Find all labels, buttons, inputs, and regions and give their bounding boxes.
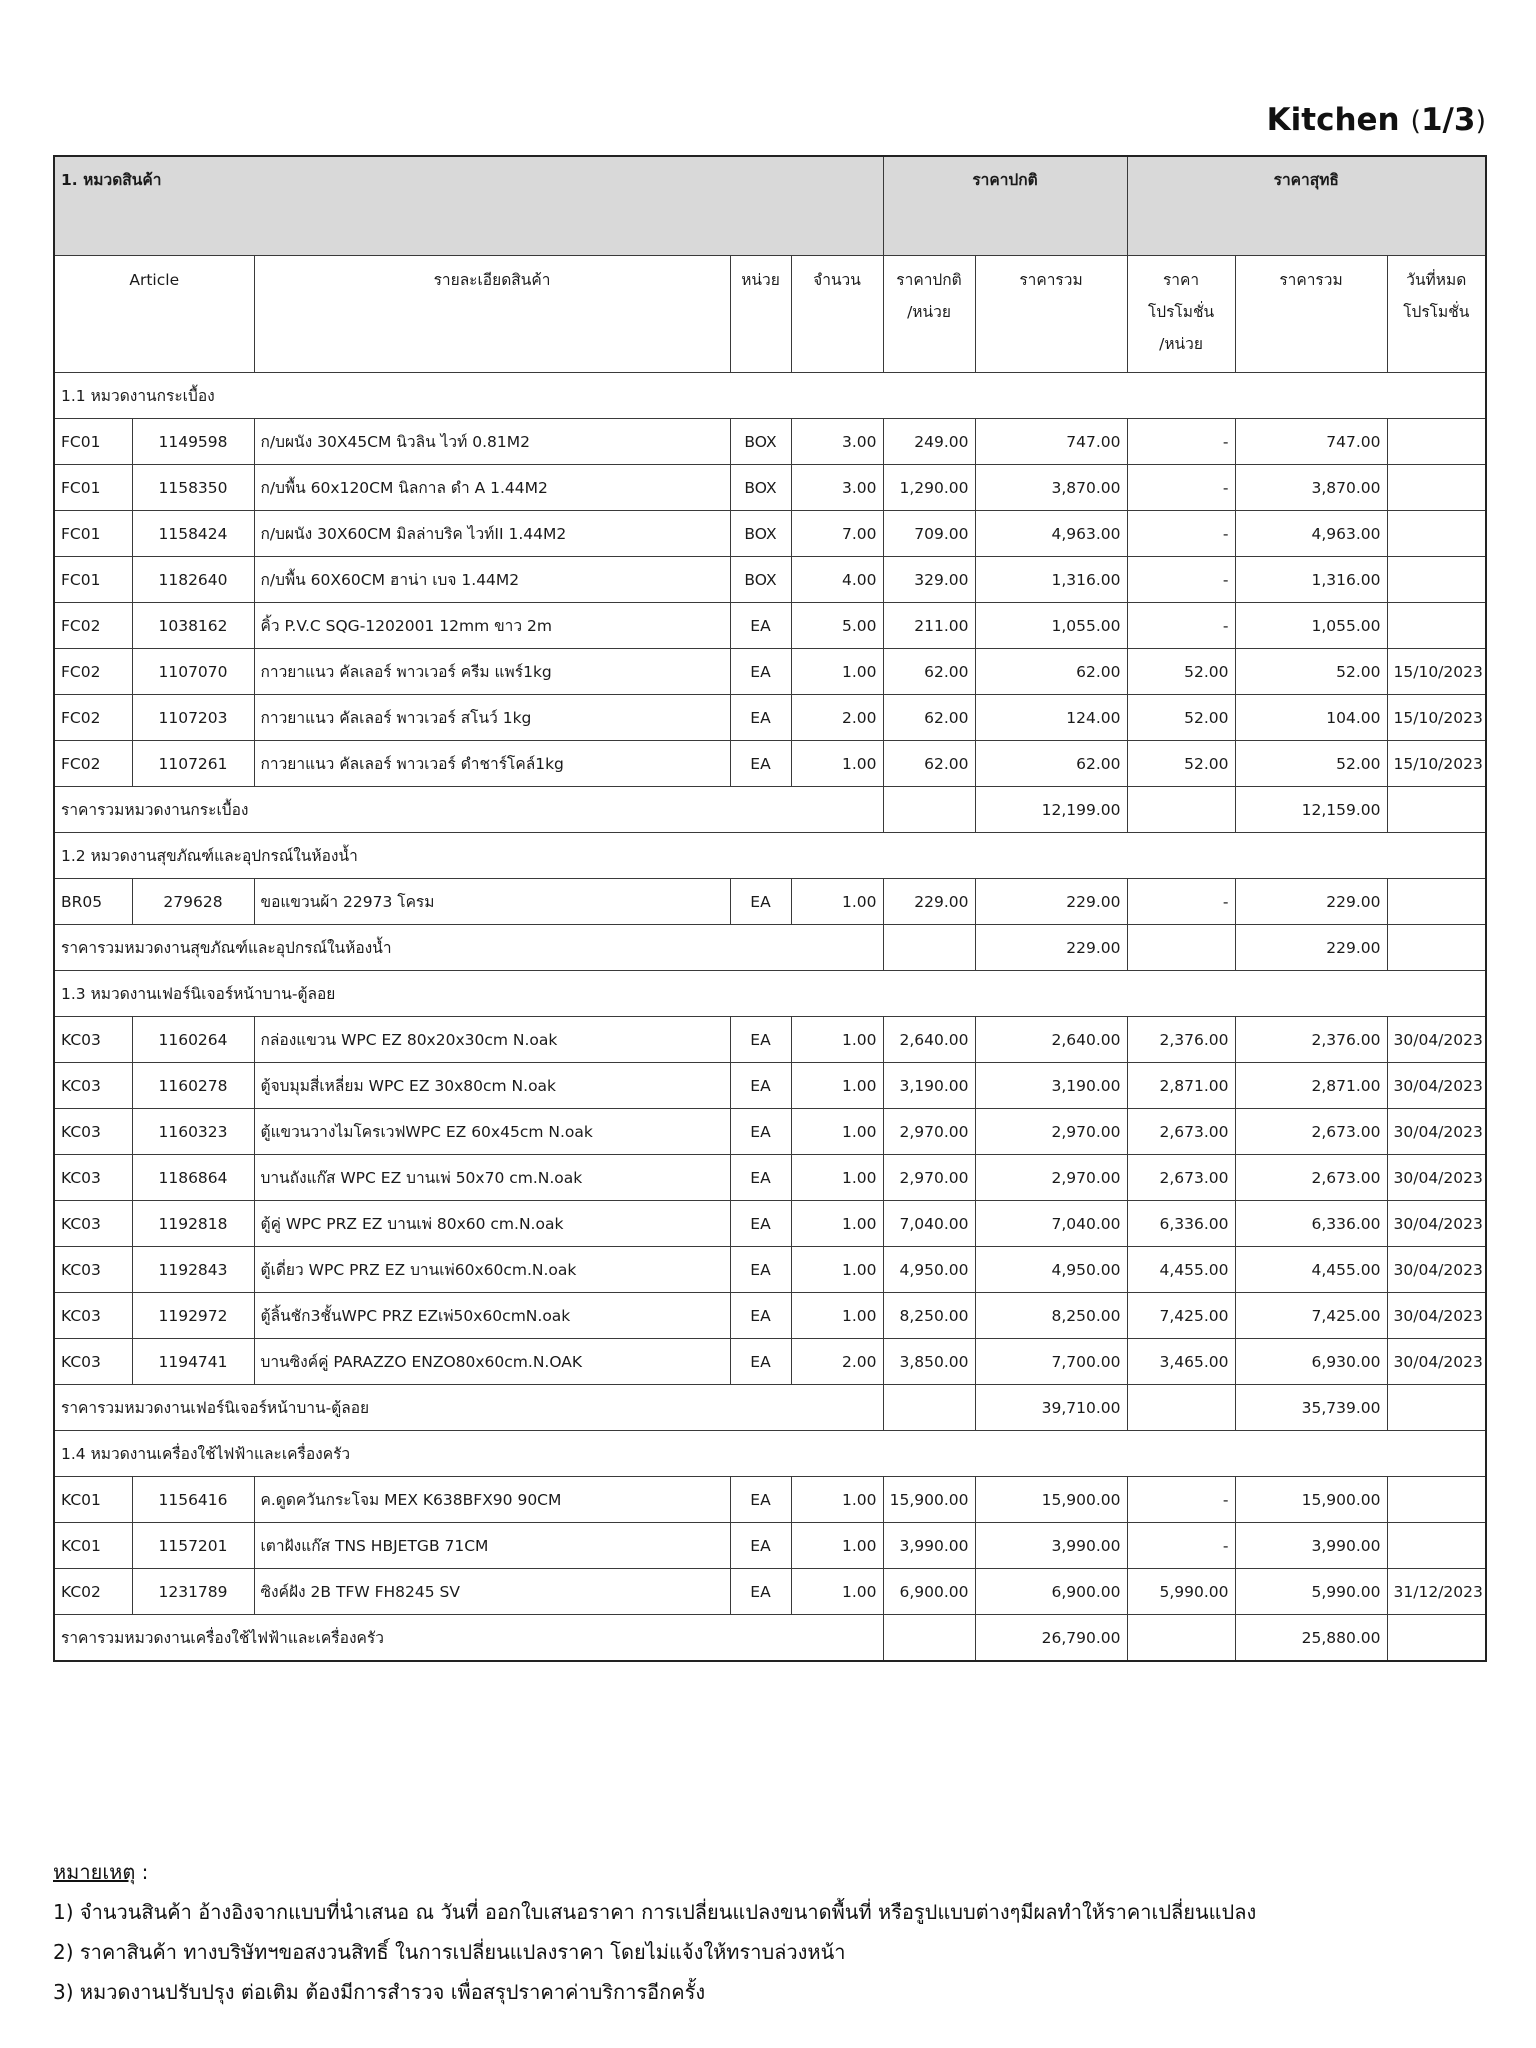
item-normal-price: 229.00 bbox=[883, 879, 975, 925]
item-normal-total: 747.00 bbox=[975, 419, 1127, 465]
item-normal-total: 4,950.00 bbox=[975, 1247, 1127, 1293]
item-normal-total: 7,700.00 bbox=[975, 1339, 1127, 1385]
item-code: FC01 bbox=[54, 419, 132, 465]
item-normal-total: 124.00 bbox=[975, 695, 1127, 741]
item-description: กล่องแขวน WPC EZ 80x20x30cm N.oak bbox=[254, 1017, 730, 1063]
item-article: 1160278 bbox=[132, 1063, 254, 1109]
item-promo-price: 6,336.00 bbox=[1127, 1201, 1235, 1247]
item-promo-price: 2,376.00 bbox=[1127, 1017, 1235, 1063]
item-promo-price: - bbox=[1127, 879, 1235, 925]
item-normal-price: 3,990.00 bbox=[883, 1523, 975, 1569]
category-header-row bbox=[54, 156, 1486, 256]
item-promo-price: - bbox=[1127, 603, 1235, 649]
subtotal-spacer bbox=[1387, 1385, 1486, 1431]
item-promo-price: 4,455.00 bbox=[1127, 1247, 1235, 1293]
item-normal-price: 8,250.00 bbox=[883, 1293, 975, 1339]
table-row bbox=[54, 1523, 1486, 1569]
group-net-price: ราคาสุทธิ bbox=[1127, 156, 1486, 256]
item-promo-end: 15/10/2023 bbox=[1387, 741, 1486, 787]
item-qty: 1.00 bbox=[791, 1155, 883, 1201]
section-title: 1.2 หมวดงานสุขภัณฑ์และอุปกรณ์ในห้องน้ำ bbox=[54, 833, 1486, 879]
item-code: KC01 bbox=[54, 1477, 132, 1523]
item-qty: 1.00 bbox=[791, 741, 883, 787]
item-article: 1182640 bbox=[132, 557, 254, 603]
item-promo-end: 30/04/2023 bbox=[1387, 1201, 1486, 1247]
item-qty: 1.00 bbox=[791, 1523, 883, 1569]
table-row bbox=[54, 1063, 1486, 1109]
item-normal-total: 3,870.00 bbox=[975, 465, 1127, 511]
item-description: ตู้จบมุมสี่เหลี่ยม WPC EZ 30x80cm N.oak bbox=[254, 1063, 730, 1109]
section-title: 1.4 หมวดงานเครื่องใช้ไฟฟ้าและเครื่องครัว bbox=[54, 1431, 1486, 1477]
item-normal-total: 62.00 bbox=[975, 649, 1127, 695]
subtotal-net: 25,880.00 bbox=[1235, 1615, 1387, 1662]
col-promo-price: ราคา โปรโมชั่น /หน่วย bbox=[1127, 256, 1235, 373]
item-article: 1160264 bbox=[132, 1017, 254, 1063]
item-description: กาวยาแนว คัลเลอร์ พาวเวอร์ ครีม แพร์1kg bbox=[254, 649, 730, 695]
item-promo-end bbox=[1387, 465, 1486, 511]
item-normal-total: 2,970.00 bbox=[975, 1109, 1127, 1155]
item-article: 1192818 bbox=[132, 1201, 254, 1247]
item-promo-end: 30/04/2023 bbox=[1387, 1247, 1486, 1293]
section-title: 1.3 หมวดงานเฟอร์นิเจอร์หน้าบาน-ตู้ลอย bbox=[54, 971, 1486, 1017]
item-unit: BOX bbox=[730, 511, 791, 557]
item-normal-total: 1,055.00 bbox=[975, 603, 1127, 649]
item-promo-price: 3,465.00 bbox=[1127, 1339, 1235, 1385]
item-unit: EA bbox=[730, 1063, 791, 1109]
item-promo-price: - bbox=[1127, 557, 1235, 603]
item-code: BR05 bbox=[54, 879, 132, 925]
item-normal-total: 2,640.00 bbox=[975, 1017, 1127, 1063]
item-code: FC02 bbox=[54, 649, 132, 695]
subtotal-spacer bbox=[1127, 1385, 1235, 1431]
col-promo-end: วันที่หมด โปรโมชั่น bbox=[1387, 256, 1486, 373]
item-code: KC03 bbox=[54, 1063, 132, 1109]
item-promo-end: 30/04/2023 bbox=[1387, 1339, 1486, 1385]
item-description: เตาฝังแก๊ส TNS HBJETGB 71CM bbox=[254, 1523, 730, 1569]
item-net-total: 229.00 bbox=[1235, 879, 1387, 925]
item-unit: EA bbox=[730, 649, 791, 695]
item-normal-total: 15,900.00 bbox=[975, 1477, 1127, 1523]
item-net-total: 7,425.00 bbox=[1235, 1293, 1387, 1339]
subtotal-spacer bbox=[1387, 925, 1486, 971]
column-header-row bbox=[54, 256, 1486, 373]
subtotal-spacer bbox=[1387, 787, 1486, 833]
item-description: ตู้เดี่ยว WPC PRZ EZ บานเพ่60x60cm.N.oak bbox=[254, 1247, 730, 1293]
notes-title: หมายเหตุ bbox=[53, 1860, 136, 1884]
item-unit: EA bbox=[730, 879, 791, 925]
col-unit: หน่วย bbox=[730, 256, 791, 373]
table-row bbox=[54, 1155, 1486, 1201]
item-code: KC02 bbox=[54, 1569, 132, 1615]
item-qty: 1.00 bbox=[791, 1477, 883, 1523]
item-code: KC03 bbox=[54, 1155, 132, 1201]
subtotal-row bbox=[54, 1615, 1486, 1662]
item-promo-end bbox=[1387, 1477, 1486, 1523]
table-row bbox=[54, 879, 1486, 925]
col-net-total: ราคารวม bbox=[1235, 256, 1387, 373]
item-article: 1149598 bbox=[132, 419, 254, 465]
item-qty: 3.00 bbox=[791, 465, 883, 511]
item-net-total: 52.00 bbox=[1235, 649, 1387, 695]
item-normal-total: 2,970.00 bbox=[975, 1155, 1127, 1201]
col-normal-price: ราคาปกติ /หน่วย bbox=[883, 256, 975, 373]
item-net-total: 4,963.00 bbox=[1235, 511, 1387, 557]
item-code: KC03 bbox=[54, 1201, 132, 1247]
item-unit: EA bbox=[730, 1477, 791, 1523]
item-code: KC03 bbox=[54, 1339, 132, 1385]
subtotal-net: 35,739.00 bbox=[1235, 1385, 1387, 1431]
item-unit: BOX bbox=[730, 557, 791, 603]
table-row bbox=[54, 695, 1486, 741]
item-qty: 2.00 bbox=[791, 1339, 883, 1385]
item-normal-total: 3,990.00 bbox=[975, 1523, 1127, 1569]
subtotal-spacer bbox=[1387, 1615, 1486, 1662]
subtotal-spacer bbox=[883, 925, 975, 971]
item-description: ก/บพื้น 60X60CM ฮาน่า เบจ 1.44M2 bbox=[254, 557, 730, 603]
item-unit: EA bbox=[730, 1201, 791, 1247]
item-description: คิ้ว P.V.C SQG-1202001 12mm ขาว 2m bbox=[254, 603, 730, 649]
group-normal-price: ราคาปกติ bbox=[883, 156, 1127, 256]
item-qty: 4.00 bbox=[791, 557, 883, 603]
item-net-total: 4,455.00 bbox=[1235, 1247, 1387, 1293]
notes-heading: หมายเหตุ : bbox=[53, 1860, 149, 1884]
page-title bbox=[1100, 102, 1486, 138]
item-net-total: 6,930.00 bbox=[1235, 1339, 1387, 1385]
item-promo-price: - bbox=[1127, 1477, 1235, 1523]
item-promo-price: 7,425.00 bbox=[1127, 1293, 1235, 1339]
item-normal-total: 8,250.00 bbox=[975, 1293, 1127, 1339]
item-qty: 7.00 bbox=[791, 511, 883, 557]
section-header-row bbox=[54, 373, 1486, 419]
item-normal-price: 62.00 bbox=[883, 695, 975, 741]
item-net-total: 747.00 bbox=[1235, 419, 1387, 465]
item-normal-price: 1,290.00 bbox=[883, 465, 975, 511]
item-promo-end: 30/04/2023 bbox=[1387, 1063, 1486, 1109]
item-unit: EA bbox=[730, 1155, 791, 1201]
col-detail: รายละเอียดสินค้า bbox=[254, 256, 730, 373]
table-row bbox=[54, 1339, 1486, 1385]
item-promo-price: 5,990.00 bbox=[1127, 1569, 1235, 1615]
item-normal-total: 3,190.00 bbox=[975, 1063, 1127, 1109]
item-description: ก/บพื้น 60x120CM นิลกาล ดำ A 1.44M2 bbox=[254, 465, 730, 511]
item-net-total: 3,870.00 bbox=[1235, 465, 1387, 511]
subtotal-normal: 12,199.00 bbox=[975, 787, 1127, 833]
subtotal-spacer bbox=[1127, 925, 1235, 971]
item-unit: EA bbox=[730, 695, 791, 741]
subtotal-spacer bbox=[1127, 1615, 1235, 1662]
item-normal-price: 4,950.00 bbox=[883, 1247, 975, 1293]
table-row bbox=[54, 1477, 1486, 1523]
item-qty: 1.00 bbox=[791, 879, 883, 925]
item-article: 279628 bbox=[132, 879, 254, 925]
item-unit: EA bbox=[730, 1293, 791, 1339]
item-normal-price: 6,900.00 bbox=[883, 1569, 975, 1615]
table-row bbox=[54, 1017, 1486, 1063]
item-article: 1107070 bbox=[132, 649, 254, 695]
item-code: FC02 bbox=[54, 603, 132, 649]
item-net-total: 104.00 bbox=[1235, 695, 1387, 741]
item-unit: BOX bbox=[730, 465, 791, 511]
item-net-total: 3,990.00 bbox=[1235, 1523, 1387, 1569]
item-article: 1038162 bbox=[132, 603, 254, 649]
item-unit: EA bbox=[730, 741, 791, 787]
item-normal-total: 229.00 bbox=[975, 879, 1127, 925]
item-net-total: 1,055.00 bbox=[1235, 603, 1387, 649]
item-article: 1156416 bbox=[132, 1477, 254, 1523]
section-header-row bbox=[54, 971, 1486, 1017]
item-promo-end bbox=[1387, 1523, 1486, 1569]
subtotal-row bbox=[54, 787, 1486, 833]
item-unit: EA bbox=[730, 1017, 791, 1063]
item-code: KC03 bbox=[54, 1017, 132, 1063]
item-code: FC02 bbox=[54, 741, 132, 787]
item-description: ซิงค์ฝัง 2B TFW FH8245 SV bbox=[254, 1569, 730, 1615]
item-net-total: 2,871.00 bbox=[1235, 1063, 1387, 1109]
item-code: FC01 bbox=[54, 511, 132, 557]
subtotal-net: 12,159.00 bbox=[1235, 787, 1387, 833]
page-title-paren-open: ( bbox=[1410, 106, 1421, 137]
subtotal-row bbox=[54, 925, 1486, 971]
price-table bbox=[53, 155, 1487, 1662]
item-code: KC03 bbox=[54, 1293, 132, 1339]
item-code: KC01 bbox=[54, 1523, 132, 1569]
item-promo-price: - bbox=[1127, 1523, 1235, 1569]
item-code: FC01 bbox=[54, 465, 132, 511]
item-article: 1157201 bbox=[132, 1523, 254, 1569]
item-normal-price: 3,190.00 bbox=[883, 1063, 975, 1109]
item-normal-price: 2,970.00 bbox=[883, 1155, 975, 1201]
item-unit: EA bbox=[730, 1247, 791, 1293]
col-article: Article bbox=[54, 256, 254, 373]
subtotal-label: ราคารวมหมวดงานกระเบื้อง bbox=[54, 787, 883, 833]
item-qty: 2.00 bbox=[791, 695, 883, 741]
item-promo-price: 2,673.00 bbox=[1127, 1155, 1235, 1201]
item-qty: 1.00 bbox=[791, 1063, 883, 1109]
item-article: 1107203 bbox=[132, 695, 254, 741]
table-row bbox=[54, 1109, 1486, 1155]
item-promo-price: 52.00 bbox=[1127, 649, 1235, 695]
item-description: บานถังแก๊ส WPC EZ บานเพ่ 50x70 cm.N.oak bbox=[254, 1155, 730, 1201]
item-article: 1231789 bbox=[132, 1569, 254, 1615]
item-normal-price: 3,850.00 bbox=[883, 1339, 975, 1385]
table-row bbox=[54, 511, 1486, 557]
note-line: 3) หมวดงานปรับปรุง ต่อเติม ต้องมีการสำรวจ เพื่อสรุปราคาค่าบริการอีกครั้ง bbox=[53, 1980, 706, 2004]
item-description: ขอแขวนผ้า 22973 โครม bbox=[254, 879, 730, 925]
item-normal-total: 4,963.00 bbox=[975, 511, 1127, 557]
item-description: ก/บผนัง 30X45CM นิวลิน ไวท์ 0.81M2 bbox=[254, 419, 730, 465]
item-promo-end bbox=[1387, 511, 1486, 557]
subtotal-normal: 26,790.00 bbox=[975, 1615, 1127, 1662]
item-promo-price: 52.00 bbox=[1127, 695, 1235, 741]
item-promo-price: 52.00 bbox=[1127, 741, 1235, 787]
item-promo-end: 15/10/2023 bbox=[1387, 695, 1486, 741]
subtotal-label: ราคารวมหมวดงานเฟอร์นิเจอร์หน้าบาน-ตู้ลอย bbox=[54, 1385, 883, 1431]
item-article: 1107261 bbox=[132, 741, 254, 787]
item-normal-price: 2,640.00 bbox=[883, 1017, 975, 1063]
section-title: 1.1 หมวดงานกระเบื้อง bbox=[54, 373, 1486, 419]
item-qty: 1.00 bbox=[791, 1293, 883, 1339]
item-description: ตู้ลิ้นชัก3ชั้นWPC PRZ EZเพ่50x60cmN.oak bbox=[254, 1293, 730, 1339]
table-row bbox=[54, 557, 1486, 603]
item-article: 1194741 bbox=[132, 1339, 254, 1385]
page-title-main: Kitchen bbox=[1266, 102, 1400, 138]
item-description: ตู้คู่ WPC PRZ EZ บานเพ่ 80x60 cm.N.oak bbox=[254, 1201, 730, 1247]
item-article: 1192843 bbox=[132, 1247, 254, 1293]
section-header-row bbox=[54, 833, 1486, 879]
item-net-total: 52.00 bbox=[1235, 741, 1387, 787]
item-description: ค.ดูดควันกระโจม MEX K638BFX90 90CM bbox=[254, 1477, 730, 1523]
item-article: 1160323 bbox=[132, 1109, 254, 1155]
section-header-row bbox=[54, 1431, 1486, 1477]
subtotal-label: ราคารวมหมวดงานสุขภัณฑ์และอุปกรณ์ในห้องน้ำ bbox=[54, 925, 883, 971]
item-normal-price: 15,900.00 bbox=[883, 1477, 975, 1523]
item-normal-total: 6,900.00 bbox=[975, 1569, 1127, 1615]
table-row bbox=[54, 1201, 1486, 1247]
item-qty: 1.00 bbox=[791, 1109, 883, 1155]
item-normal-price: 7,040.00 bbox=[883, 1201, 975, 1247]
item-unit: EA bbox=[730, 1523, 791, 1569]
item-code: KC03 bbox=[54, 1109, 132, 1155]
subtotal-normal: 229.00 bbox=[975, 925, 1127, 971]
item-promo-end: 30/04/2023 bbox=[1387, 1293, 1486, 1339]
page-title-paren-close: ) bbox=[1475, 106, 1486, 137]
item-promo-price: 2,673.00 bbox=[1127, 1109, 1235, 1155]
item-promo-end: 31/12/2023 bbox=[1387, 1569, 1486, 1615]
item-qty: 1.00 bbox=[791, 1201, 883, 1247]
item-qty: 1.00 bbox=[791, 1569, 883, 1615]
item-net-total: 6,336.00 bbox=[1235, 1201, 1387, 1247]
item-code: FC02 bbox=[54, 695, 132, 741]
item-normal-price: 211.00 bbox=[883, 603, 975, 649]
subtotal-spacer bbox=[1127, 787, 1235, 833]
subtotal-spacer bbox=[883, 1385, 975, 1431]
item-promo-price: - bbox=[1127, 465, 1235, 511]
item-promo-end: 30/04/2023 bbox=[1387, 1155, 1486, 1201]
item-code: FC01 bbox=[54, 557, 132, 603]
notes bbox=[53, 1852, 1493, 2012]
table-row bbox=[54, 649, 1486, 695]
item-qty: 1.00 bbox=[791, 1247, 883, 1293]
item-normal-price: 2,970.00 bbox=[883, 1109, 975, 1155]
item-net-total: 1,316.00 bbox=[1235, 557, 1387, 603]
item-article: 1158424 bbox=[132, 511, 254, 557]
item-normal-price: 62.00 bbox=[883, 741, 975, 787]
item-promo-end bbox=[1387, 419, 1486, 465]
table-row bbox=[54, 741, 1486, 787]
item-normal-price: 709.00 bbox=[883, 511, 975, 557]
item-normal-price: 62.00 bbox=[883, 649, 975, 695]
item-net-total: 5,990.00 bbox=[1235, 1569, 1387, 1615]
subtotal-label: ราคารวมหมวดงานเครื่องใช้ไฟฟ้าและเครื่องครัว bbox=[54, 1615, 883, 1662]
table-row bbox=[54, 1247, 1486, 1293]
item-unit: EA bbox=[730, 1109, 791, 1155]
col-normal-total: ราคารวม bbox=[975, 256, 1127, 373]
item-normal-price: 249.00 bbox=[883, 419, 975, 465]
subtotal-row bbox=[54, 1385, 1486, 1431]
table-row bbox=[54, 1293, 1486, 1339]
table-row bbox=[54, 465, 1486, 511]
item-normal-total: 7,040.00 bbox=[975, 1201, 1127, 1247]
table-row bbox=[54, 603, 1486, 649]
item-code: KC03 bbox=[54, 1247, 132, 1293]
table-row bbox=[54, 419, 1486, 465]
item-promo-price: - bbox=[1127, 511, 1235, 557]
item-qty: 5.00 bbox=[791, 603, 883, 649]
item-promo-price: 2,871.00 bbox=[1127, 1063, 1235, 1109]
item-qty: 1.00 bbox=[791, 649, 883, 695]
item-promo-end: 30/04/2023 bbox=[1387, 1017, 1486, 1063]
item-description: บานซิงค์คู่ PARAZZO ENZO80x60cm.N.OAK bbox=[254, 1339, 730, 1385]
note-line: 1) จำนวนสินค้า อ้างอิงจากแบบที่นำเสนอ ณ วันที่ ออกใบเสนอราคา การเปลี่ยนแปลงขนาดพื้นที่ หรือรูปแบบต่างๆมีผลทำให้ราคาเปลี่ยนแปลง bbox=[53, 1900, 1257, 1924]
subtotal-net: 229.00 bbox=[1235, 925, 1387, 971]
item-unit: EA bbox=[730, 1339, 791, 1385]
item-net-total: 2,673.00 bbox=[1235, 1155, 1387, 1201]
subtotal-spacer bbox=[883, 1615, 975, 1662]
item-description: กาวยาแนว คัลเลอร์ พาวเวอร์ สโนว์ 1kg bbox=[254, 695, 730, 741]
item-normal-total: 62.00 bbox=[975, 741, 1127, 787]
item-normal-price: 329.00 bbox=[883, 557, 975, 603]
item-description: ตู้แขวนวางไมโครเวฟWPC EZ 60x45cm N.oak bbox=[254, 1109, 730, 1155]
item-unit: EA bbox=[730, 603, 791, 649]
subtotal-normal: 39,710.00 bbox=[975, 1385, 1127, 1431]
item-description: ก/บผนัง 30X60CM มิลล่าบริค ไวท์II 1.44M2 bbox=[254, 511, 730, 557]
item-promo-end bbox=[1387, 603, 1486, 649]
item-description: กาวยาแนว คัลเลอร์ พาวเวอร์ ดำชาร์โคล์1kg bbox=[254, 741, 730, 787]
item-qty: 3.00 bbox=[791, 419, 883, 465]
item-article: 1186864 bbox=[132, 1155, 254, 1201]
item-unit: BOX bbox=[730, 419, 791, 465]
item-article: 1158350 bbox=[132, 465, 254, 511]
note-line: 2) ราคาสินค้า ทางบริษัทฯขอสงวนสิทธิ์ ในการเปลี่ยนแปลงราคา โดยไม่แจ้งให้ทราบล่วงหน้า bbox=[53, 1940, 846, 1964]
item-unit: EA bbox=[730, 1569, 791, 1615]
item-promo-end: 30/04/2023 bbox=[1387, 1109, 1486, 1155]
table-row bbox=[54, 1569, 1486, 1615]
item-promo-end bbox=[1387, 557, 1486, 603]
col-qty: จำนวน bbox=[791, 256, 883, 373]
item-normal-total: 1,316.00 bbox=[975, 557, 1127, 603]
item-promo-price: - bbox=[1127, 419, 1235, 465]
item-article: 1192972 bbox=[132, 1293, 254, 1339]
item-promo-end: 15/10/2023 bbox=[1387, 649, 1486, 695]
category-header: 1. หมวดสินค้า bbox=[54, 156, 883, 256]
item-net-total: 15,900.00 bbox=[1235, 1477, 1387, 1523]
item-net-total: 2,673.00 bbox=[1235, 1109, 1387, 1155]
item-qty: 1.00 bbox=[791, 1017, 883, 1063]
item-net-total: 2,376.00 bbox=[1235, 1017, 1387, 1063]
subtotal-spacer bbox=[883, 787, 975, 833]
page-number: 1/3 bbox=[1420, 102, 1476, 138]
item-promo-end bbox=[1387, 879, 1486, 925]
